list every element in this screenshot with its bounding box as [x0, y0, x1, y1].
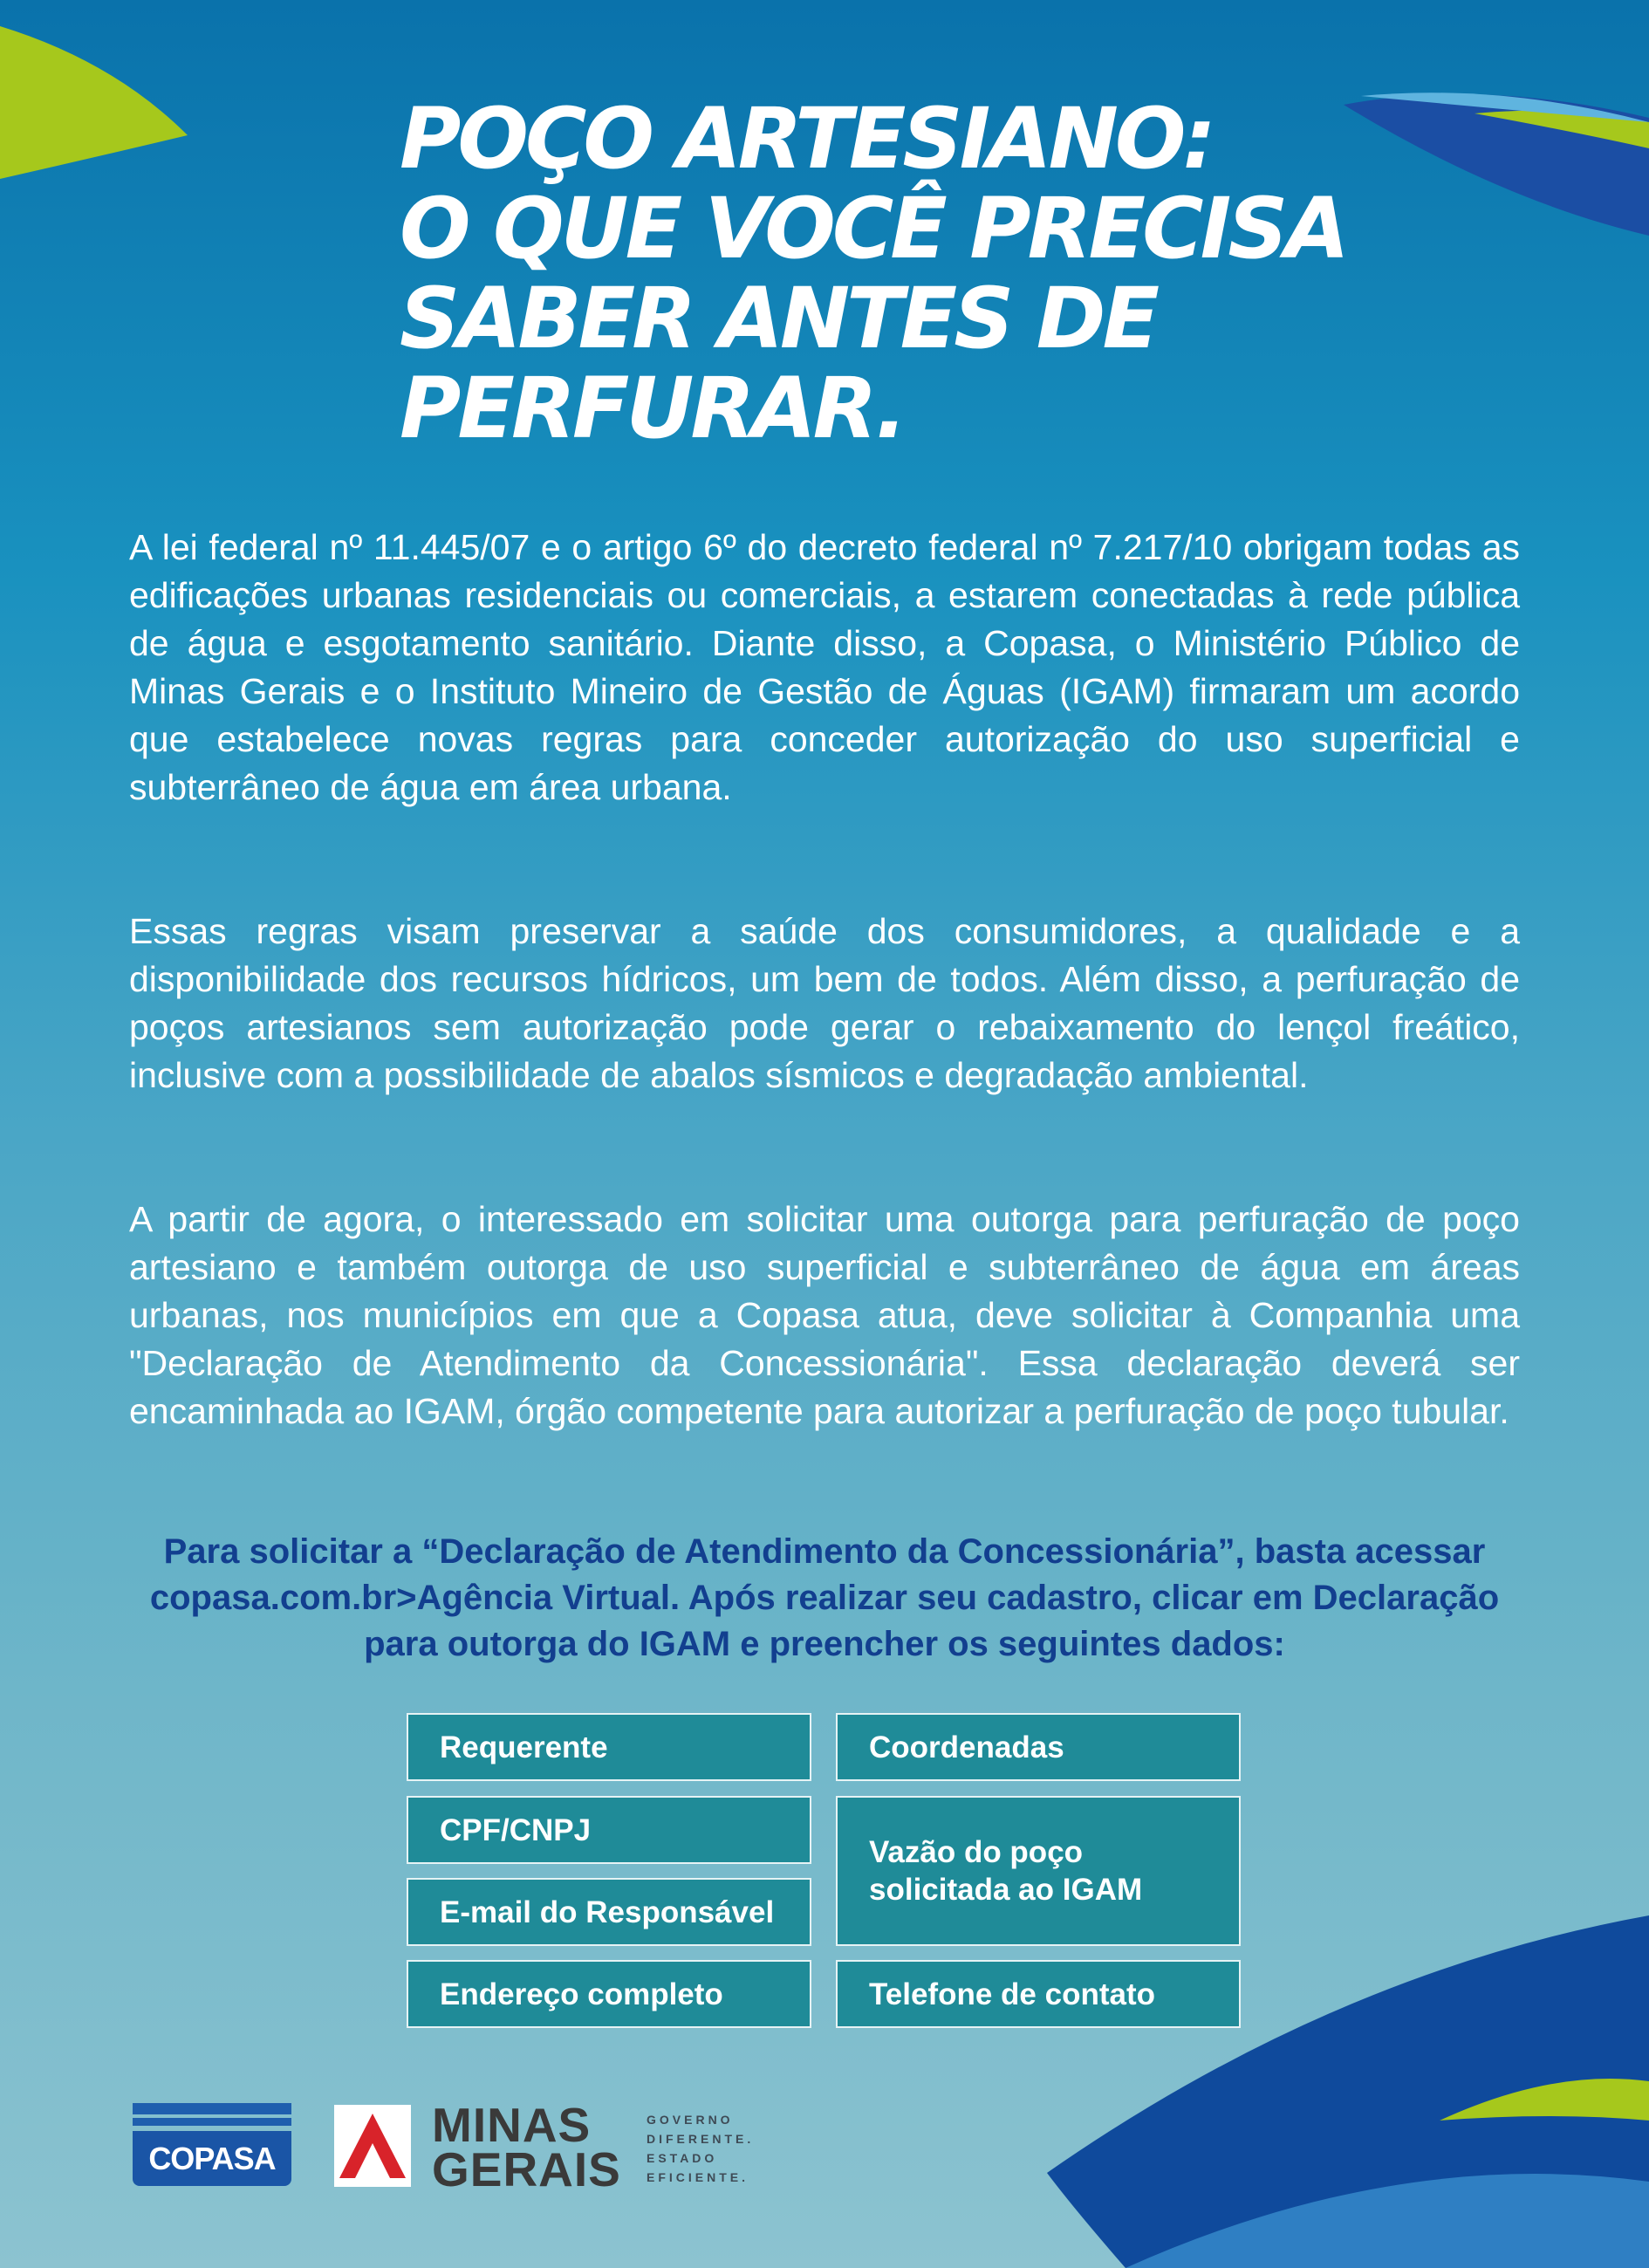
government-tagline	[647, 2110, 754, 2187]
minas-gerais-logo	[334, 2098, 762, 2196]
paragraph-law: A lei federal nº 11.445/07 e o artigo 6º do decreto federal nº 7.217/10 obrigam todas as edificações urbanas residenciais ou comerciais, a estarem conectadas à rede pública de água e esgotamento sanitário. Diante disso, a Copasa, o Ministério Público de Minas Gerais e o Instituto Mineiro de Gestão de Águas (IGAM) firmaram um acordo que estabelece novas regras para conceder autorização do uso superficial e subterrâneo de água em área urbana.	[129, 527, 1520, 807]
copasa-logo	[133, 2103, 291, 2186]
logo-stripe	[133, 2118, 291, 2126]
top-left-green-wave	[0, 26, 188, 179]
field-vazao	[836, 1796, 1241, 1946]
field-label: Endereço completo	[440, 1977, 723, 2011]
tagline-line: EFICIENTE.	[647, 2170, 749, 2184]
field-label: Telefone de contato	[869, 1977, 1155, 2011]
field-telefone	[836, 1960, 1241, 2028]
field-requerente	[407, 1713, 811, 1781]
paragraph-rules: Essas regras visam preservar a saúde dos consumidores, a qualidade e a disponibilidade dos recursos hídricos, um bem de todos. Além disso, a perfuração de poços artesianos sem autorização pode gerar o rebaixamento do lençol freático, inclusive com a possibilidade de abalos sísmicos e degradação ambiental.	[129, 911, 1520, 1095]
tagline-line: ESTADO	[647, 2151, 718, 2165]
copasa-wordmark: COPASA	[133, 2131, 291, 2186]
field-coordenadas	[836, 1713, 1241, 1781]
paragraph-procedure: A partir de agora, o interessado em solicitar uma outorga para perfuração de poço artesiano e também outorga de uso superficial e subterrâneo de água em áreas urbanas, nos municípios em que a Copasa atua, deve solicitar à Companhia uma "Declaração de Atendimento da Concessionária". Essa declaração deverá ser encaminhada ao IGAM, órgão competente para autorizar a perfuração de poço tubular.	[129, 1199, 1520, 1431]
title-line-3: SABER ANTES DE	[400, 270, 1157, 367]
title-line-4: PERFURAR.	[400, 360, 904, 457]
field-label: Requerente	[440, 1730, 608, 1764]
tagline-line: GOVERNO	[647, 2113, 734, 2127]
field-email	[407, 1878, 811, 1946]
field-label: E-mail do Responsável	[440, 1895, 775, 1929]
title-line-1: POÇO ARTESIANO:	[400, 90, 1213, 188]
page-title	[400, 90, 1359, 457]
wordmark-line: GERAIS	[432, 2142, 621, 2196]
minas-gerais-wordmark	[432, 2098, 621, 2196]
mountain-icon	[334, 2105, 411, 2187]
field-cpf-cnpj	[407, 1796, 811, 1864]
field-label: Coordenadas	[869, 1730, 1064, 1764]
title-line-2: O QUE VOCÊ PRECISA	[400, 180, 1346, 278]
field-label: CPF/CNPJ	[440, 1812, 592, 1847]
field-endereco	[407, 1960, 811, 2028]
call-to-action: Para solicitar a “Declaração de Atendimento da Concessionária”, basta acessar copasa.com.br>Agência Virtual. Após realizar seu cadastro, clicar em Declaração para outorga do IGAM e preencher os seguintes dados:	[149, 1532, 1500, 1663]
field-label: Vazão do poço solicitada ao IGAM	[869, 1835, 1143, 1907]
wordmark-line: MINAS	[432, 2098, 592, 2152]
logo-stripe	[133, 2103, 291, 2114]
tagline-line: DIFERENTE.	[647, 2132, 755, 2146]
